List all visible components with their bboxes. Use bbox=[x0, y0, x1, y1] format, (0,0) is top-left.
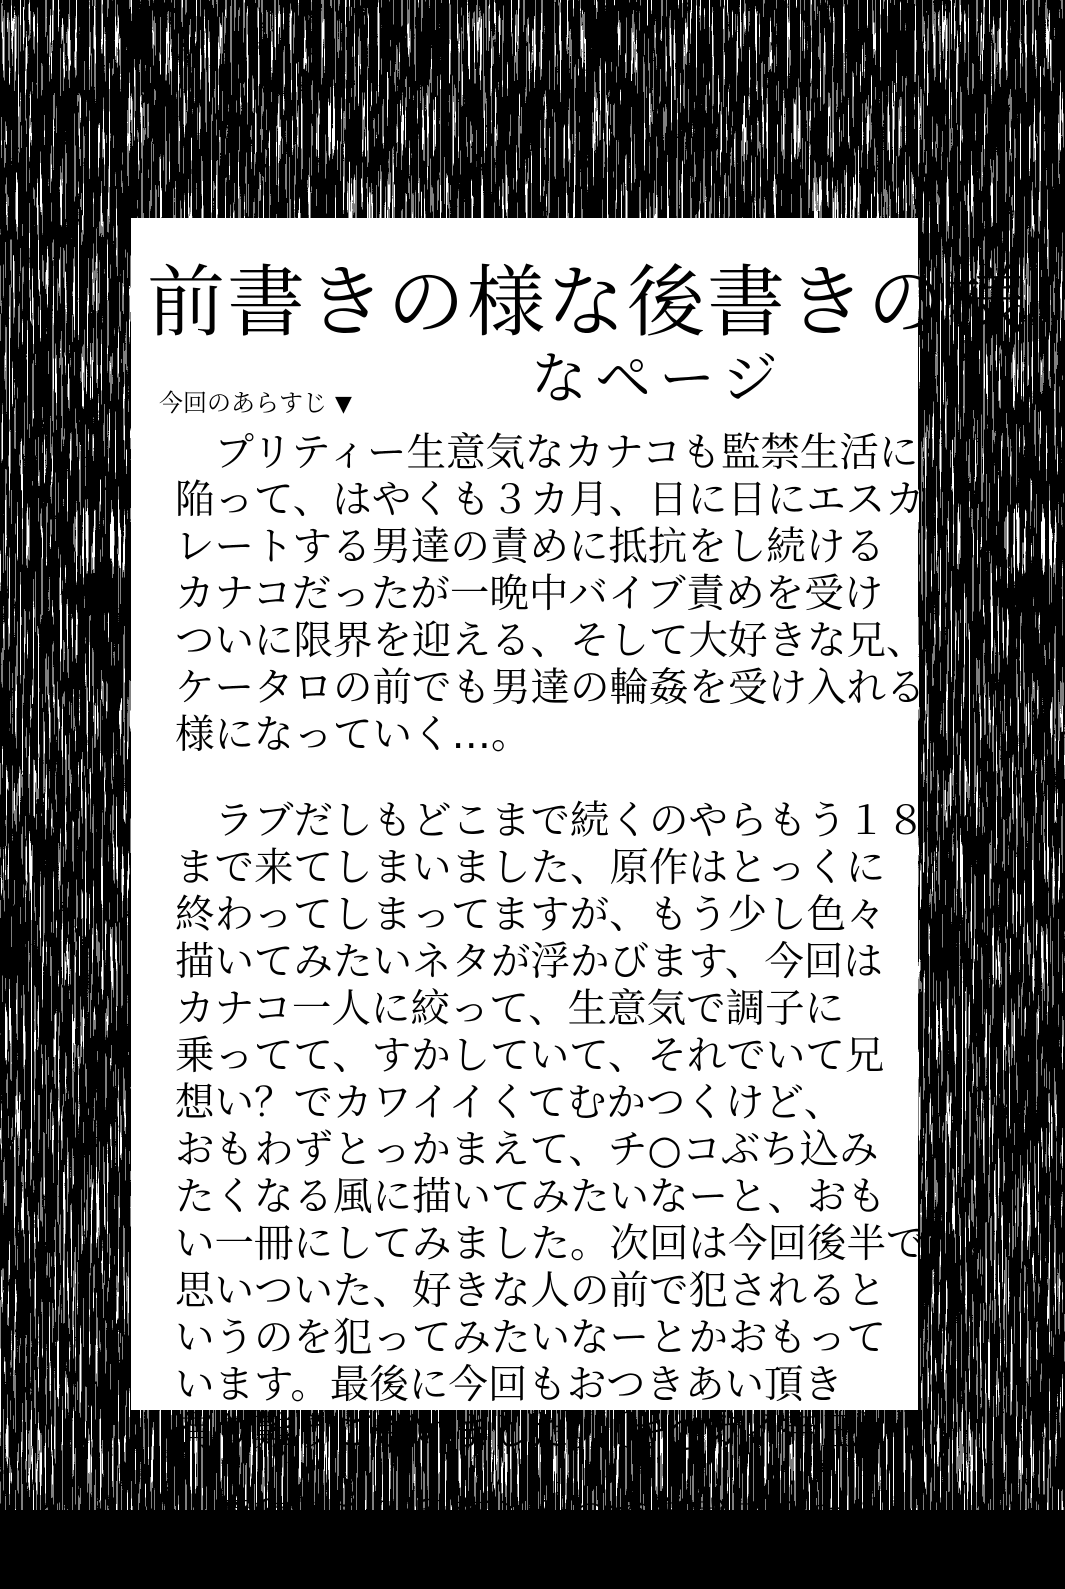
text-line: ケータロの前でも男達の輪姦を受け入れる bbox=[175, 665, 926, 711]
paragraph-afterword bbox=[175, 798, 935, 1456]
text-line: プリティー生意気なカナコも監禁生活に bbox=[175, 430, 919, 476]
paragraph-synopsis bbox=[175, 430, 935, 759]
text-line: 思いついた、好きな人の前で犯されると bbox=[175, 1268, 886, 1314]
text-line: おもわずとっかまえて、チ○コぶち込み bbox=[175, 1127, 879, 1173]
text-line: 陥って、はやくも３カ月、日に日にエスカ bbox=[175, 477, 925, 523]
text-line: 乗ってて、すかしていて、それでいて兄 bbox=[175, 1033, 885, 1079]
text-line: カナコ一人に絞って、生意気で調子に bbox=[175, 986, 845, 1032]
text-line: まで来てしまいました、原作はとっくに bbox=[175, 845, 886, 891]
text-line: 描いてみたいネタが浮かびます、今回は bbox=[175, 939, 883, 985]
text-line: 様になっていく…。 bbox=[175, 712, 531, 758]
text-line: カナコだったが一晩中バイブ責めを受け bbox=[175, 571, 884, 617]
text-line: レートする男達の責めに抵抗をし続ける bbox=[175, 524, 885, 570]
text-line: たくなる風に描いてみたいなーと、おも bbox=[175, 1174, 886, 1220]
text-line: い一冊にしてみました。次回は今回後半で bbox=[175, 1221, 926, 1267]
page-title-continued: なページ bbox=[531, 347, 786, 412]
text-line: ラブだしもどこまで続くのやらもう１８ bbox=[175, 798, 926, 844]
text-line: います。最後に今回もおつきあい頂き bbox=[175, 1362, 843, 1408]
paragraph-closing bbox=[175, 1495, 935, 1589]
page-title: 前書きの様な後書きの様 bbox=[147, 258, 1028, 348]
text-line: ついに限界を迎える、そして大好きな兄、 bbox=[175, 618, 926, 664]
text-line: いうのを犯ってみたいなーとかおもって bbox=[175, 1315, 886, 1361]
down-arrow-icon: ▼ bbox=[335, 392, 352, 417]
text-panel bbox=[131, 218, 1028, 1588]
text-line: 原稿もひと段落したので鬼武者２やり bbox=[175, 1495, 886, 1541]
synopsis-label: 今回のあらすじ bbox=[159, 389, 327, 417]
text-line: まくりたいですのーっ！ bbox=[175, 1542, 608, 1588]
text-line: 終わってしまってますが、もう少し色々 bbox=[175, 892, 886, 938]
afterword-body bbox=[175, 430, 935, 1589]
text-line: 有り難うございました。〔キ○ガイ帝王〕 bbox=[175, 1409, 900, 1455]
text-line: 想い？でカワイイくてむかつくけど、 bbox=[175, 1080, 844, 1126]
synopsis-heading bbox=[159, 388, 352, 420]
